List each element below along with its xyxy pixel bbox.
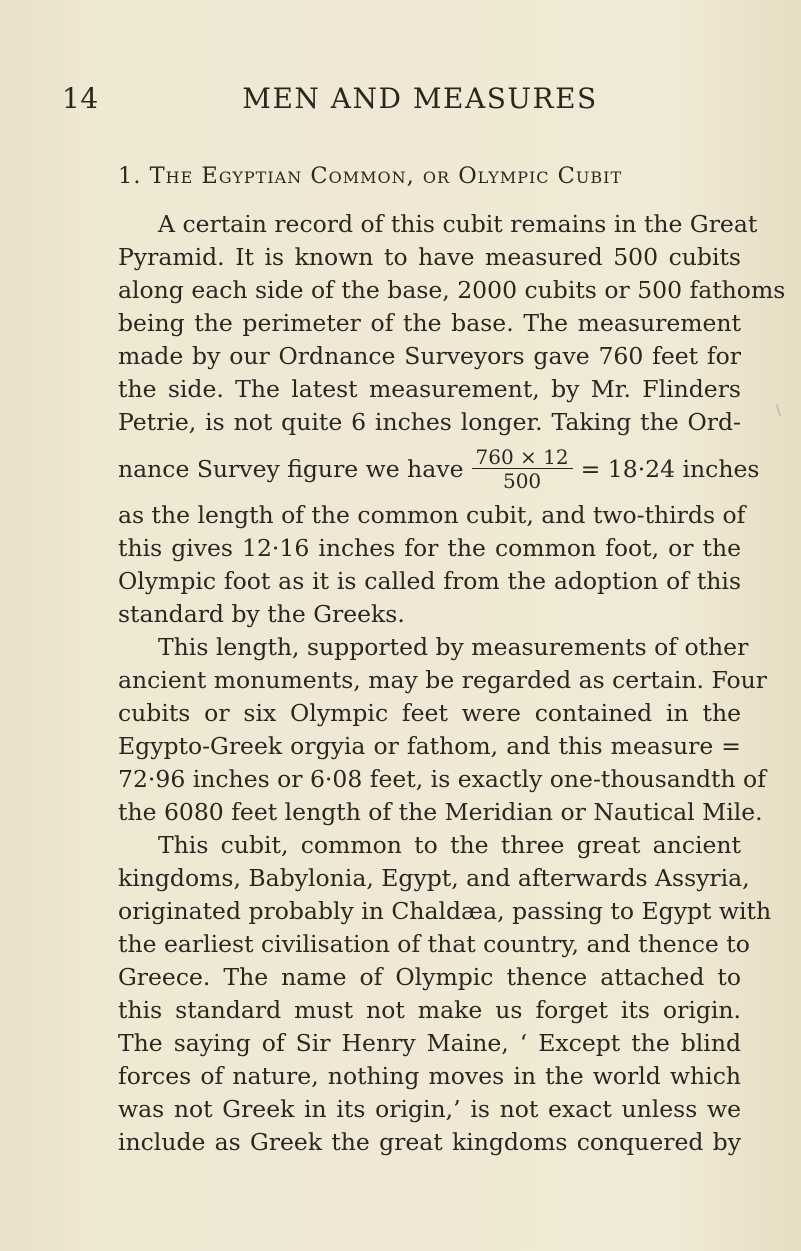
text-line: was not Greek in its origin,’ is not exact unless we: [118, 1095, 741, 1123]
text-line: originated probably in Chaldæa, passing to Egypt with: [118, 897, 772, 925]
text-line: Olympic foot as it is called from the adoption of this: [118, 567, 741, 595]
text-line: made by our Ordnance Surveyors gave 760 feet for: [118, 342, 741, 370]
text-line: being the perimeter of the base. The measurement: [118, 309, 741, 337]
text-line: forces of nature, nothing moves in the world which: [118, 1062, 741, 1090]
margin-mark: \: [776, 403, 781, 419]
text-line: the 6080 feet length of the Meridian or Nautical Mile.: [118, 798, 763, 826]
fraction-denominator: 500: [502, 468, 542, 493]
text-line: Greece. The name of Olympic thence attached to: [118, 963, 741, 991]
text-line: 72·96 inches or 6·08 feet, is exactly one-thousandth of: [118, 765, 766, 793]
text-line: as the length of the common cubit, and two-thirds of: [118, 501, 746, 529]
running-head: [62, 82, 738, 118]
section-title: The Egyptian Common, or Olympic Cubit: [149, 163, 623, 189]
text-line: this standard must not make us forget its origin.: [118, 996, 741, 1024]
running-title: MEN AND MEASURES: [242, 82, 598, 115]
text-line: This cubit, common to the three great ancient: [158, 831, 741, 859]
text-line: the earliest civilisation of that country, and thence to: [118, 930, 750, 958]
section-number: 1.: [118, 163, 142, 189]
text-line: ancient monuments, may be regarded as certain. Four: [118, 666, 768, 694]
text-line: A certain record of this cubit remains in the Great: [158, 210, 758, 238]
text-line: standard by the Greeks.: [118, 600, 405, 628]
text-line: Egypto-Greek orgyia or fathom, and this measure =: [118, 732, 741, 760]
text-line: the side. The latest measurement, by Mr. Flinders: [118, 375, 741, 403]
fraction: [472, 446, 573, 493]
text-line: along each side of the base, 2000 cubits or 500 fathoms: [118, 276, 786, 304]
text-line: Pyramid. It is known to have measured 500 cubits: [118, 243, 741, 271]
formula-lead-text: nance Survey figure we have: [118, 454, 464, 483]
page-number: 14: [62, 82, 99, 115]
text-line: The saying of Sir Henry Maine, ‘ Except the blind: [118, 1029, 741, 1057]
body-text: [118, 208, 786, 1159]
text-line: Petrie, is not quite 6 inches longer. Taking the Ord-: [118, 408, 741, 436]
formula-line: [118, 441, 760, 497]
formula-result: = 18·24 inches: [580, 454, 760, 483]
text-line: include as Greek the great kingdoms conquered by: [118, 1128, 741, 1156]
text-line: this gives 12·16 inches for the common foot, or the: [118, 534, 741, 562]
text-line: kingdoms, Babylonia, Egypt, and afterwards Assyria,: [118, 864, 750, 892]
fraction-numerator: 760 × 12: [472, 446, 573, 469]
text-line: cubits or six Olympic feet were contained in the: [118, 699, 741, 727]
section-heading: [118, 163, 622, 189]
text-line: This length, supported by measurements of other: [158, 633, 749, 661]
